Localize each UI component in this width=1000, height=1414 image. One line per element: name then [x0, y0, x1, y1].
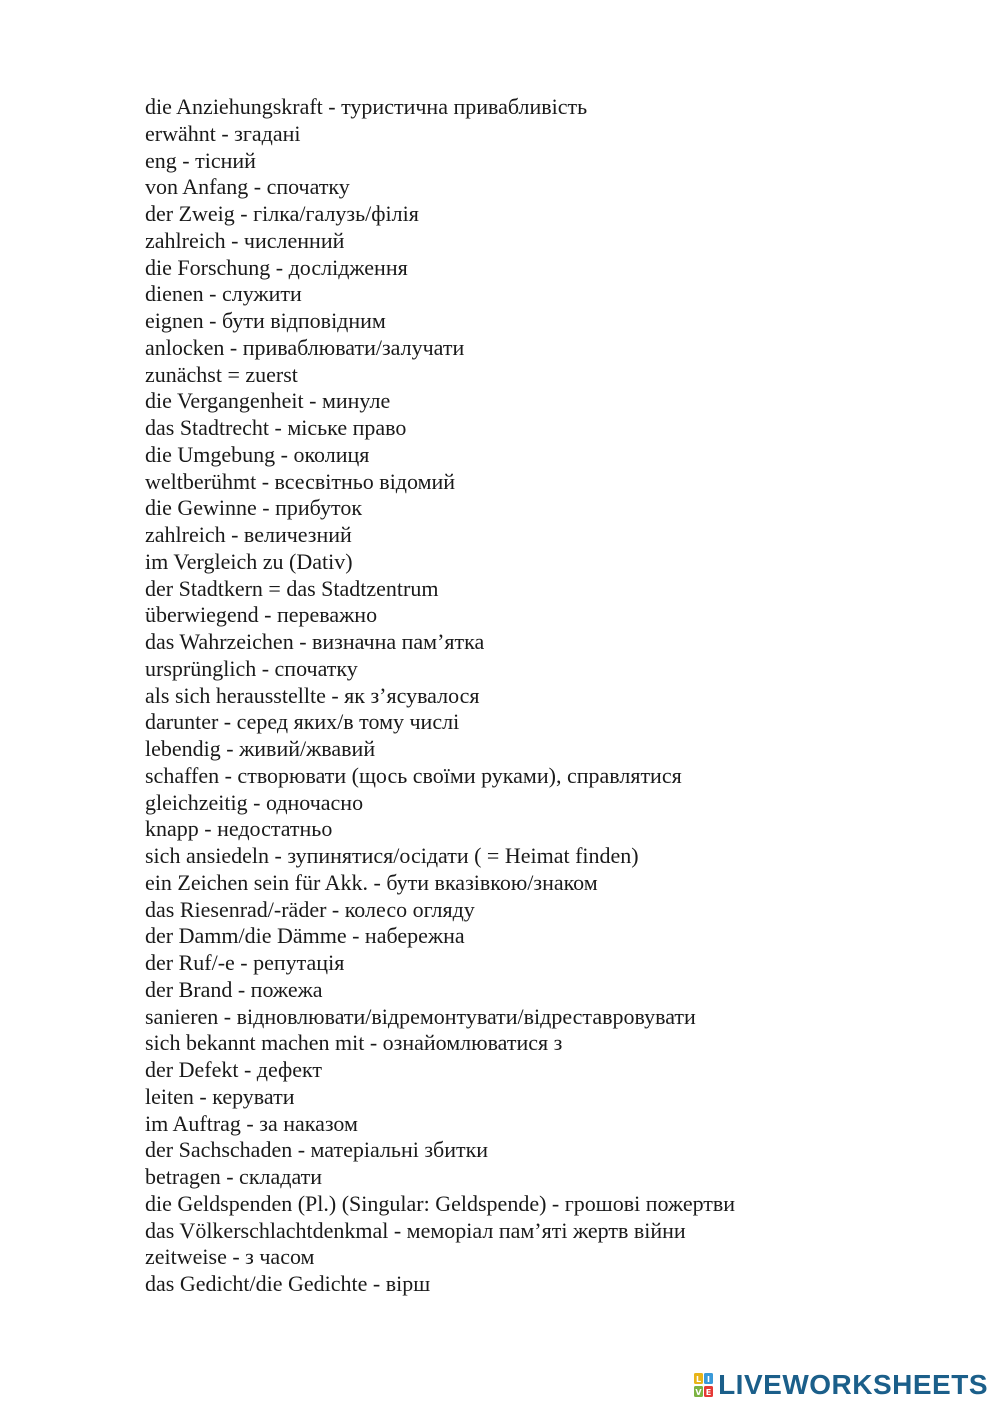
vocabulary-entry: erwähnt - згадані: [145, 120, 301, 146]
vocabulary-entry: der Sachschaden - матеріальні збитки: [145, 1137, 489, 1163]
vocabulary-entry: betragen - складати: [145, 1164, 323, 1189]
vocabulary-entry: der Zweig - гілка/галузь/філія: [145, 201, 419, 226]
vocabulary-entry: sanieren - відновлювати/відремонтувати/відреставровувати: [145, 1003, 696, 1029]
vocabulary-entry: im Auftrag - за наказом: [145, 1110, 358, 1136]
vocabulary-entry: die Forschung - дослідження: [145, 254, 408, 280]
vocabulary-entry: schaffen - створювати (щось своїми руками), справлятися: [145, 762, 682, 788]
vocabulary-entry: leiten - керувати: [145, 1083, 295, 1109]
vocabulary-entry: knapp - недостатньо: [145, 816, 333, 842]
vocabulary-entry: das Völkerschlachtdenkmal - меморіал пам’яті жертв війни: [145, 1217, 686, 1243]
vocabulary-entry: dienen - служити: [145, 281, 302, 307]
vocabulary-entry: zahlreich - численний: [145, 227, 345, 253]
vocabulary-entry: das Wahrzeichen - визначна пам’ятка: [145, 629, 485, 654]
vocabulary-entry: zahlreich - величезний: [145, 522, 352, 547]
vocabulary-entry: anlocken - приваблювати/залучати: [145, 334, 465, 360]
liveworksheets-brand: [694, 1370, 988, 1400]
vocabulary-entry: zeitweise - з часом: [145, 1244, 315, 1270]
vocabulary-entry: sich bekannt machen mit - ознайомлюватися з: [145, 1030, 563, 1056]
liveworksheets-wordmark: LIVEWORKSHEETS: [718, 1369, 988, 1400]
vocabulary-entry: überwiegend - переважно: [145, 602, 378, 628]
vocabulary-entry: das Gedicht/die Gedichte - вірш: [145, 1271, 431, 1296]
vocabulary-entry: der Brand - пожежа: [145, 976, 323, 1002]
vocabulary-entry: gleichzeitig - одночасно: [145, 789, 364, 815]
liveworksheets-logo-icon: [694, 1372, 714, 1398]
vocabulary-entry: der Stadtkern = das Stadtzentrum: [145, 575, 439, 601]
vocabulary-entry: die Vergangenheit - минуле: [145, 388, 391, 414]
vocabulary-entry: der Ruf/-e - репутація: [145, 950, 345, 975]
vocabulary-entry: die Gewinne - прибуток: [145, 495, 363, 521]
vocabulary-entry: zunächst = zuerst: [145, 361, 298, 387]
vocabulary-entry: die Umgebung - околиця: [145, 441, 370, 467]
vocabulary-entry: im Vergleich zu (Dativ): [145, 548, 353, 574]
vocabulary-list: [145, 94, 735, 1298]
vocabulary-entry: der Damm/die Dämme - набережна: [145, 923, 465, 949]
vocabulary-entry: ursprünglich - спочатку: [145, 655, 358, 681]
vocabulary-entry: sich ansiedeln - зупинятися/осідати ( = Heimat finden): [145, 843, 639, 868]
vocabulary-entry: eignen - бути відповідним: [145, 308, 386, 333]
vocabulary-entry: das Riesenrad/-räder - колесо огляду: [145, 896, 475, 922]
svg-text:E: E: [705, 1388, 712, 1397]
svg-text:I: I: [707, 1375, 711, 1384]
vocabulary-entry: eng - тісний: [145, 147, 256, 173]
vocabulary-entry: von Anfang - спочатку: [145, 174, 350, 200]
vocabulary-entry: weltberühmt - всесвітньо відомий: [145, 468, 456, 494]
vocabulary-entry: lebendig - живий/жвавий: [145, 736, 376, 761]
svg-text:L: L: [696, 1375, 702, 1384]
vocabulary-entry: die Anziehungskraft - туристична привабливість: [145, 94, 588, 119]
vocabulary-entry: der Defekt - дефект: [145, 1057, 323, 1082]
svg-text:V: V: [695, 1388, 702, 1397]
vocabulary-entry: ein Zeichen sein für Akk. - бути вказівкою/знаком: [145, 869, 598, 895]
vocabulary-entry: darunter - серед яких/в тому числі: [145, 709, 460, 735]
vocabulary-entry: das Stadtrecht - міське право: [145, 415, 407, 440]
vocabulary-entry: als sich herausstellte - як з’ясувалося: [145, 682, 480, 708]
vocabulary-entry: die Geldspenden (Pl.) (Singular: Geldspende) - грошові пожертви: [145, 1190, 736, 1216]
